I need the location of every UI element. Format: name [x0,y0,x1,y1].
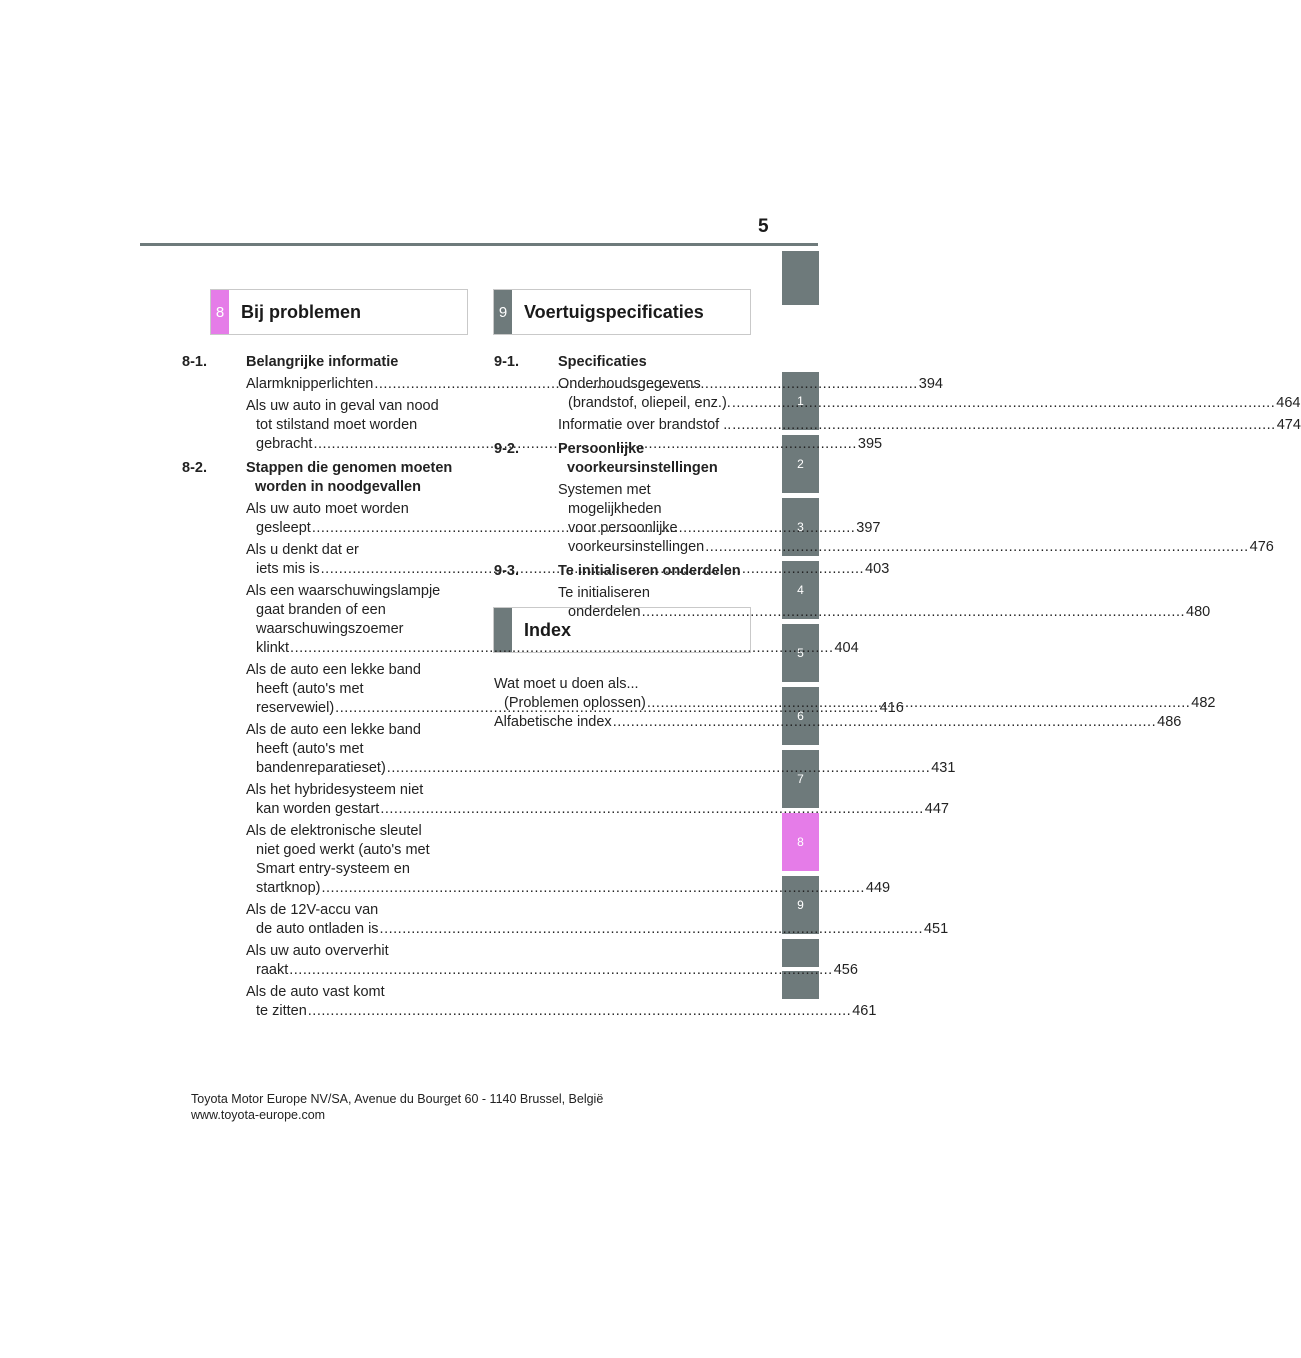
page-ref: 461 [852,1003,877,1019]
chapter-title: Persoonlijke voorkeursinstellingen [558,441,718,476]
dot-leader [308,1003,851,1019]
page-ref: 447 [924,801,949,817]
chapter-heading[interactable] [182,353,460,372]
index-entry-row [494,713,1182,732]
dot-leader [321,880,864,896]
toc-entry-line: startknop) [256,880,321,896]
toc-entry-row [246,961,858,980]
toc-entry-line: Als de auto vast komt [246,984,385,1000]
chapter-number: 8-2. [182,460,207,476]
section-tab-1[interactable]: 1 [782,372,819,430]
toc-entry-line: gesleept [256,520,311,536]
chapter-title: Te initialiseren onderdelen [558,563,741,579]
section-tab-8[interactable]: 8 [782,813,819,871]
page-ref: 394 [918,376,943,392]
toc-entry-line: voorkeursinstellingen [568,539,705,555]
toc-entry-line: gebracht [256,436,313,452]
toc-entry[interactable] [246,983,877,1021]
dot-leader [613,713,1156,732]
toc-entry-row [246,639,859,658]
toc-entry-line: tot stilstand moet worden [256,417,418,433]
chapter-heading[interactable] [494,562,741,581]
toc-entry-line: Als het hybridesysteem niet [246,782,424,798]
publisher-footer [191,1091,603,1123]
toc-entry-line: Als een waarschuwingslampje [246,583,441,599]
toc-entry-row [558,394,1301,413]
toc-entry-line: Te initialiseren [558,585,650,601]
toc-entry-row [246,1002,877,1021]
page-ref: 397 [856,520,881,536]
page-ref: 464 [1276,395,1301,411]
toc-entry-line: Informatie over brandstof .. [558,417,732,433]
section-8-header [210,289,468,335]
toc-entry[interactable] [246,781,949,819]
toc-entry-line: Als de 12V-accu van [246,902,379,918]
toc-entry-line: Als de elektronische sleutel [246,823,422,839]
page-ref: 431 [931,760,956,776]
page-ref: 474 [1276,417,1301,433]
toc-entry-line: te zitten [256,1003,307,1019]
index-entry[interactable] [494,713,1182,732]
page-ref: 403 [865,561,890,577]
page-ref: 395 [857,436,883,452]
toc-entry-line: heeft (auto's met [256,741,364,757]
toc-entry-line: Als u denkt dat er [246,542,359,558]
section-tab-5[interactable]: 5 [782,624,819,682]
section-tab-3[interactable]: 3 [782,498,819,556]
toc-entry-line: Als uw auto moet worden [246,501,409,517]
toc-entry[interactable] [558,416,1301,435]
chapter-number: 9-2. [494,441,519,457]
toc-entry-row [246,920,949,939]
dot-leader [380,801,923,817]
chapter-title: Specificaties [558,354,647,370]
toc-entry-line: reservewiel) [256,700,335,716]
section-tab-2[interactable]: 2 [782,435,819,493]
toc-entry-line: gaat branden of een [256,602,386,618]
section-9-header [493,289,751,335]
chapter-number: 9-3. [494,563,519,579]
section-8-number: 8 [211,290,229,334]
toc-entry-line: Als de auto een lekke band [246,662,421,678]
toc-entry-line: Als de auto een lekke band [246,722,421,738]
toc-entry[interactable] [558,584,1211,622]
toc-entry-line: iets mis is [256,561,320,577]
toc-entry-line: Smart entry-systeem en [256,861,410,877]
index-entry-line: Alfabetische index [494,714,612,730]
toc-entry-row [246,800,949,819]
toc-entry-line: raakt [256,962,289,978]
section-tab-6[interactable]: 6 [782,687,819,745]
chapter-title: Belangrijke informatie [246,354,399,370]
chapter-heading[interactable] [494,440,741,478]
dot-leader [647,694,1190,713]
index-entry-line: Wat moet u doen als... [494,676,639,692]
section-tab-7[interactable]: 7 [782,750,819,808]
toc-entry-line: heeft (auto's met [256,681,364,697]
section-9-number: 9 [494,290,512,334]
dot-leader [642,604,1185,620]
toc-entry[interactable] [246,901,949,939]
chapter-heading[interactable] [494,353,741,372]
page-ref: 476 [1249,539,1274,555]
chapter-number: 8-1. [182,354,207,370]
page-ref: 404 [834,640,859,656]
section-tab-4[interactable]: 4 [782,561,819,619]
section-tab-9[interactable]: 9 [782,876,819,934]
dot-leader [289,962,832,978]
dot-leader [387,760,930,776]
toc-entry-line: Als uw auto oververhit [246,943,389,959]
toc-entry-line: kan worden gestart [256,801,380,817]
toc-entry[interactable] [246,942,858,980]
chapter-heading[interactable] [182,459,460,497]
chapter-title: Stappen die genomen moeten worden in noodgevallen [246,460,453,495]
header-rule [140,243,818,246]
toc-entry-line: klinkt [256,640,290,656]
section-9-title: Voertuigspecificaties [524,301,704,322]
toc-entry-line: (brandstof, oliepeil, enz.). [568,395,731,411]
toc-entry-line: de auto ontladen is [256,921,379,937]
dot-leader [380,921,923,937]
toc-entry-line: Systemen met mogelijkheden [558,482,662,517]
page-ref: 416 [879,700,904,716]
dot-leader [732,395,1275,411]
chapter-number: 9-1. [494,354,519,370]
toc-entry-line: niet goed werkt (auto's met [256,842,430,858]
toc-entry-line: Als uw auto in geval van nood [246,398,439,414]
toc-entry-line: Onderhoudsgegevens [558,376,701,392]
page-ref: 480 [1186,604,1211,620]
dot-leader [732,417,1275,433]
page-ref: 482 [1191,695,1216,711]
section-8-title: Bij problemen [241,301,362,322]
toc-entry-row [558,538,1274,557]
dot-leader [705,539,1248,555]
toc-entry-line: voor persoonlijke [568,520,678,536]
toc-entry-row [558,416,1301,435]
toc-entry-line: onderdelen [568,604,641,620]
page-ref: 456 [833,962,858,978]
toc-entry-row [246,879,891,898]
index-title: Index [524,619,572,640]
page-ref: 486 [1157,714,1182,730]
index-entry-line: (Problemen oplossen) [504,695,646,711]
toc-entry-line: waarschuwingszoemer [256,621,404,637]
publisher-website[interactable]: www.toyota-europe.com [191,1108,326,1122]
toc-entry-row [558,603,1211,622]
toc-entry-line: bandenreparatieset) [256,760,386,776]
page-ref: 449 [865,880,891,896]
publisher-address: Toyota Motor Europe NV/SA, Avenue du Bourget 60 - 1140 Brussel, België [191,1092,604,1106]
section-tab-blank-0[interactable] [782,251,819,305]
page-number: 5 [758,216,769,237]
dot-leader [290,640,833,656]
toc-entry-row [246,759,956,778]
page-ref: 451 [923,921,949,937]
toc-entry[interactable] [246,822,891,898]
toc-entry-line: Alarmknipperlichten [246,376,374,392]
